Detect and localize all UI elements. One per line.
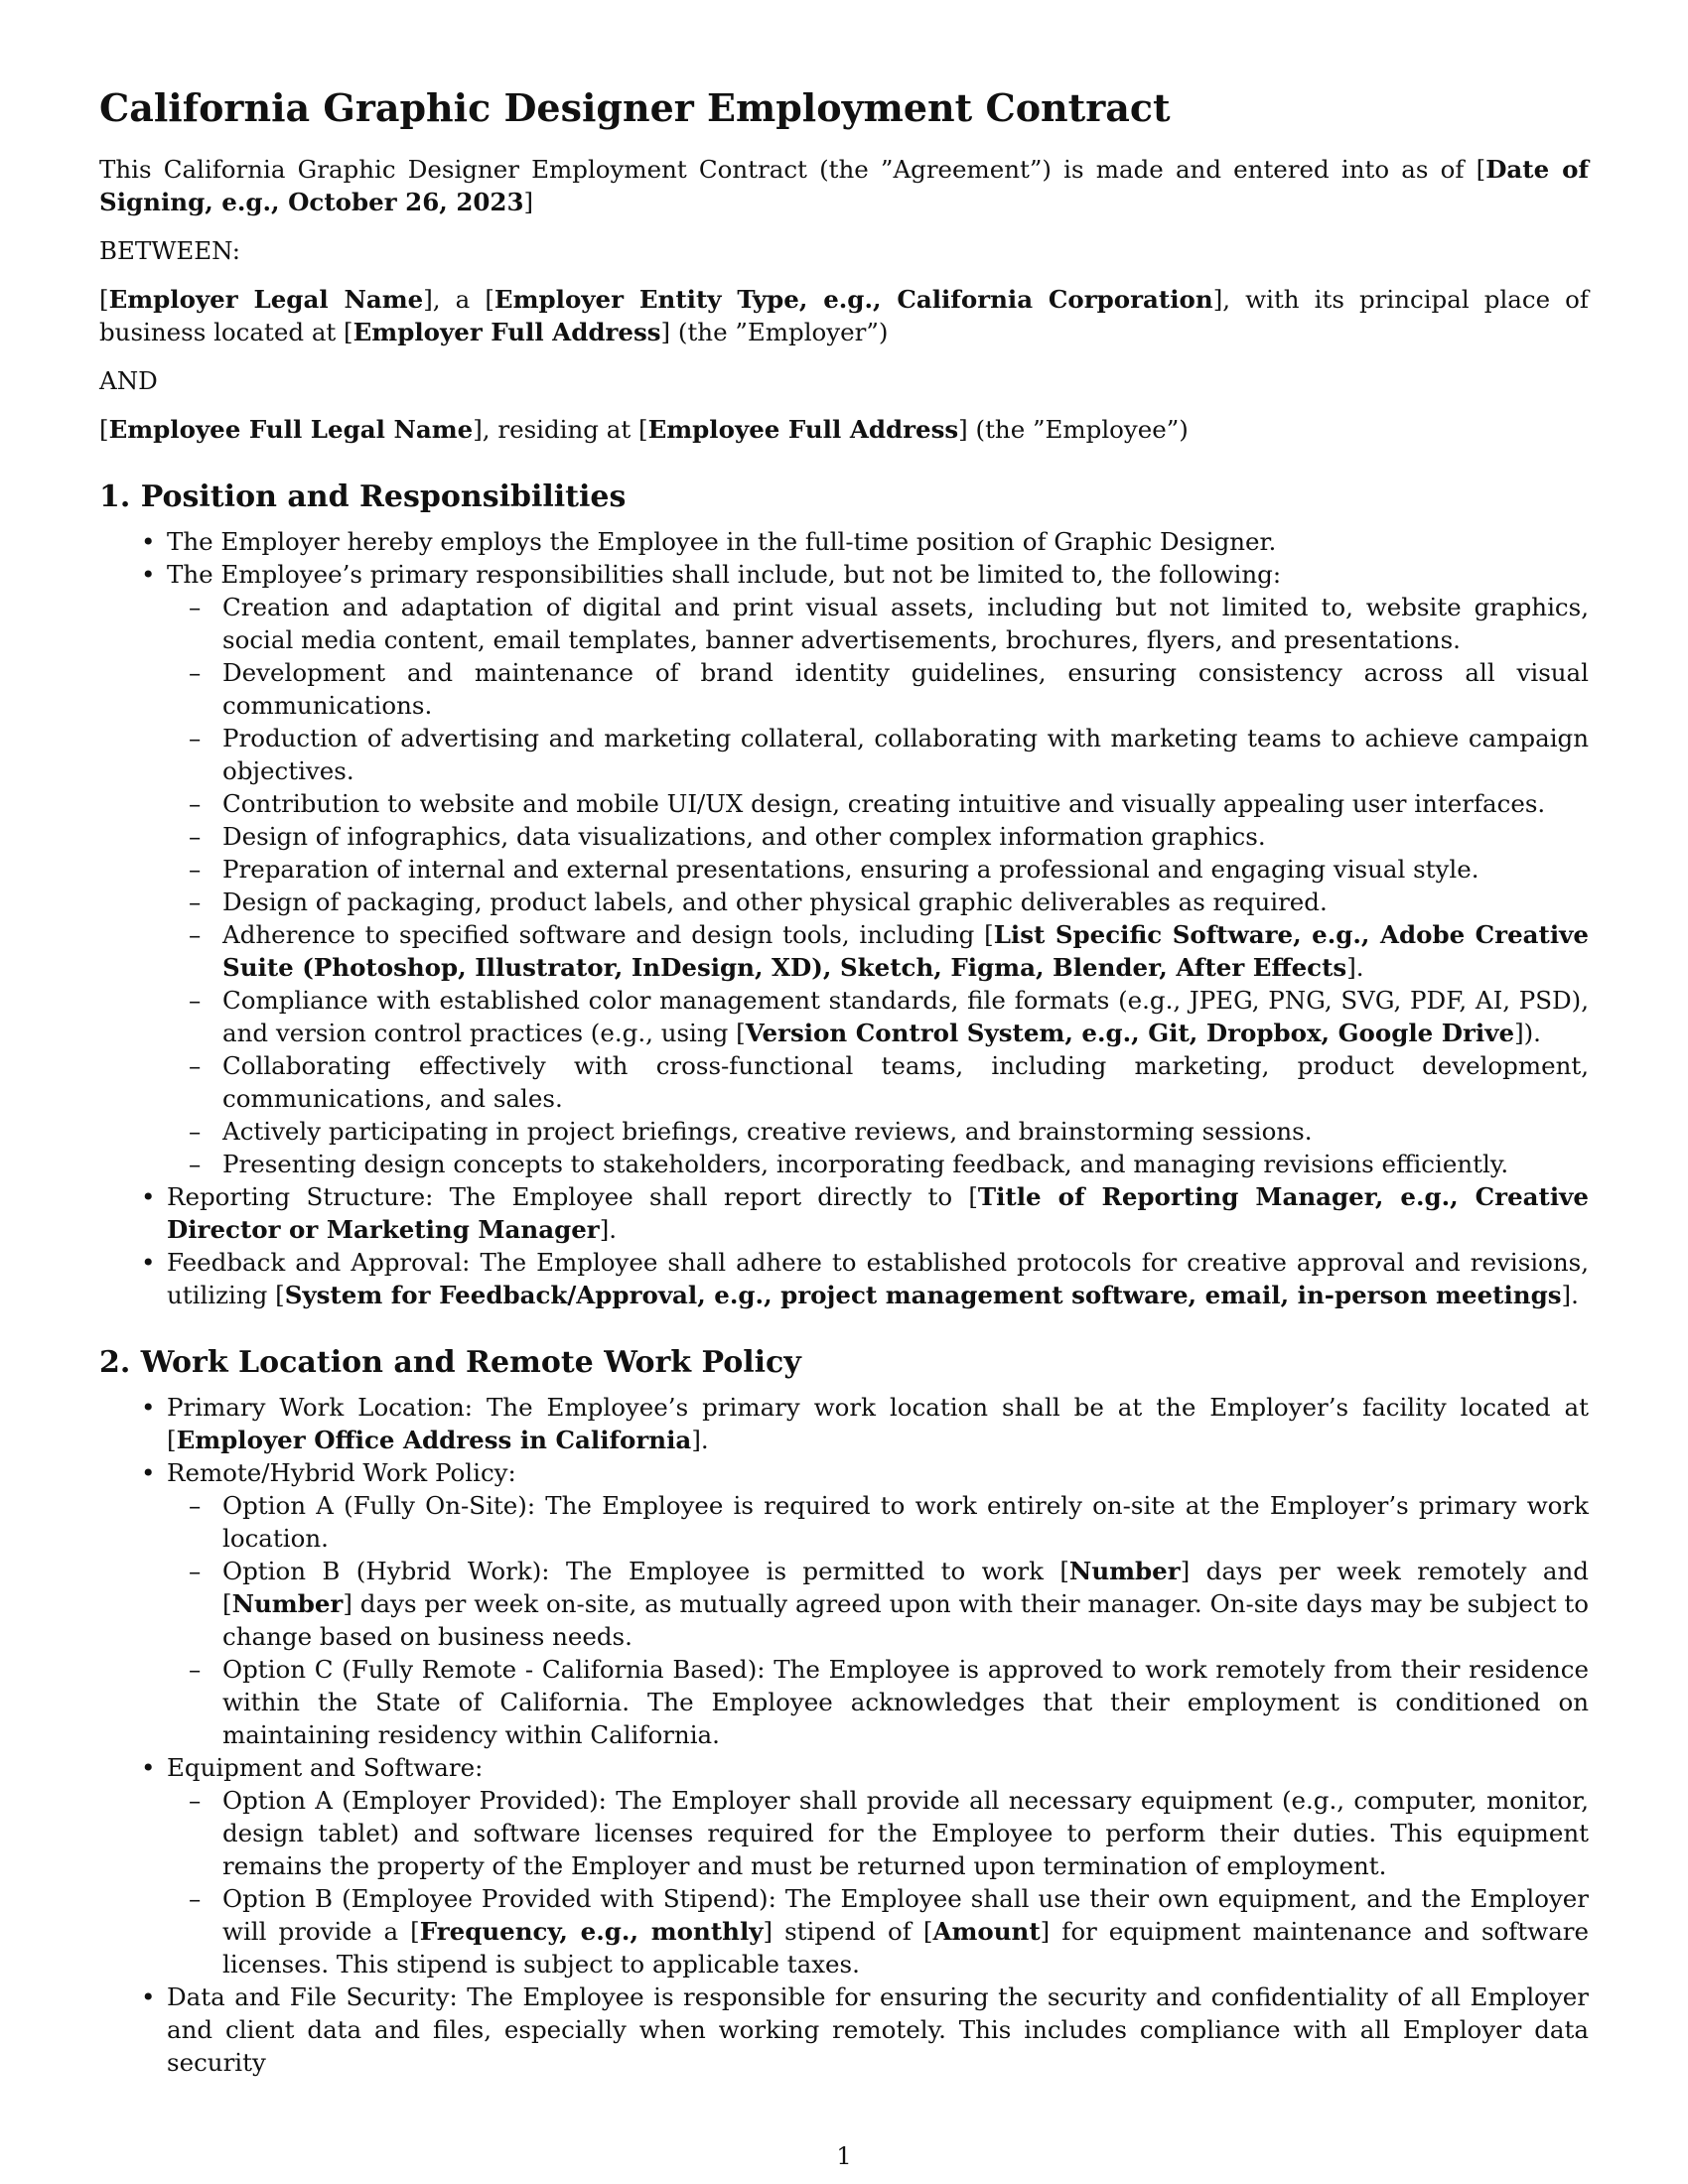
feedback-system-placeholder: System for Feedback/Approval, e.g., project management software, email, in-person meetings <box>284 1281 1562 1309</box>
version-control-placeholder: Version Control System, e.g., Git, Dropbox, Google Drive <box>745 1019 1515 1047</box>
and-label: AND <box>99 366 158 395</box>
between-label: BETWEEN: <box>99 236 240 265</box>
list-item: – Design of packaging, product labels, and other physical graphic deliverables as required. <box>161 886 1589 918</box>
list-item: • Remote/Hybrid Work Policy: – Option A (Fully On-Site): The Employee is required to work entirely on-site at the Employer’s primary work location. – Option B (Hybrid Work): The Employee is permitted to work [Number] days per week remotely and [Number] days per week on-site, as mutually agreed upon with their manager. On-site days may be subject to change based on business needs. – Option C (Fully Remote - California Based): The Employee is approved to work remotely from their residence within the State of California. The Employee acknowledges that their employment is conditioned on maintaining residency within California. <box>99 1456 1589 1751</box>
responsibilities-list <box>167 591 1589 1180</box>
employer-entity-placeholder: Employer Entity Type, e.g., California Corporation <box>493 285 1213 314</box>
list-item: • Equipment and Software: – Option A (Employer Provided): The Employer shall provide all necessary equipment (e.g., computer, monitor, design tablet) and software licenses required for the Employee to perform their duties. This equipment remains the property of the Employer and must be returned upon termination of employment. – Option B (Employee Provided with Stipend): The Employee shall use their own equipment, and the Employer will provide a [Frequency, e.g., monthly] stipend of [Amount] for equipment maintenance and software licenses. This stipend is subject to applicable taxes. <box>99 1751 1589 1980</box>
stipend-amount-placeholder: Amount <box>932 1917 1041 1946</box>
section-2-list <box>99 1391 1589 2079</box>
list-item: – Compliance with established color management standards, file formats (e.g., JPEG, PNG, SVG, PDF, AI, PSD), and version control practices (e.g., using [Version Control System, e.g., Git, Dropbox, Google Drive]). <box>161 984 1589 1049</box>
list-item: • Reporting Structure: The Employee shall report directly to [Title of Reporting Manager, e.g., Creative Director or Marketing Manager]. <box>99 1180 1589 1246</box>
list-item: – Option A (Employer Provided): The Employer shall provide all necessary equipment (e.g., computer, monitor, design tablet) and software licenses required for the Employee to perform their duties. This equipment remains the property of the Employer and must be returned upon termination of employment. <box>161 1784 1589 1882</box>
list-item: • The Employer hereby employs the Employee in the full-time position of Graphic Designer. <box>99 525 1589 558</box>
employee-name-placeholder: Employee Full Legal Name <box>108 415 474 444</box>
list-item: • Primary Work Location: The Employee’s primary work location shall be at the Employer’s facility located at [Employer Office Address in California]. <box>99 1391 1589 1456</box>
list-item: – Production of advertising and marketing collateral, collaborating with marketing teams to achieve campaign objectives. <box>161 722 1589 787</box>
list-item: – Actively participating in project briefings, creative reviews, and brainstorming sessions. <box>161 1115 1589 1148</box>
list-item: – Adherence to specified software and design tools, including [List Specific Software, e.g., Adobe Creative Suite (Photoshop, Illustrator, InDesign, XD), Sketch, Figma, Blender, After Effects]. <box>161 918 1589 984</box>
date-placeholder: Date of Signing, e.g., October 26, 2023 <box>99 155 1590 216</box>
section-2-heading: 2. Work Location and Remote Work Policy <box>99 1345 801 1380</box>
list-item: – Collaborating effectively with cross-functional teams, including marketing, product development, communications, and sales. <box>161 1049 1589 1115</box>
list-item: – Option B (Hybrid Work): The Employee is permitted to work [Number] days per week remotely and [Number] days per week on-site, as mutually agreed upon with their manager. On-site days may be subject to change based on business needs. <box>161 1555 1589 1653</box>
list-item: – Preparation of internal and external presentations, ensuring a professional and engaging visual style. <box>161 853 1589 886</box>
list-item: – Creation and adaptation of digital and print visual assets, including but not limited to, website graphics, social media content, email templates, banner advertisements, brochures, flyers, and presentations. <box>161 591 1589 656</box>
employer-paragraph: [Employer Legal Name], a [Employer Entity Type, e.g., California Corporation], with its principal place of business located at [Employer Full Address] (the ”Employer”) <box>99 285 1590 346</box>
list-item: – Contribution to website and mobile UI/UX design, creating intuitive and visually appealing user interfaces. <box>161 787 1589 820</box>
stipend-frequency-placeholder: Frequency, e.g., monthly <box>419 1917 764 1946</box>
list-item: – Option A (Fully On-Site): The Employee is required to work entirely on-site at the Employer’s primary work location. <box>161 1489 1589 1555</box>
list-item: – Development and maintenance of brand identity guidelines, ensuring consistency across all visual communications. <box>161 656 1589 722</box>
list-item: – Option B (Employee Provided with Stipend): The Employee shall use their own equipment, and the Employer will provide a [Frequency, e.g., monthly] stipend of [Amount] for equipment maintenance and software licenses. This stipend is subject to applicable taxes. <box>161 1882 1589 1980</box>
list-item: • The Employee’s primary responsibilities shall include, but not be limited to, the following: – Creation and adaptation of digital and print visual assets, including but not limited to, website graphics, social media content, email templates, banner advertisements, brochures, flyers, and presentations. – Development and maintenance of brand identity guidelines, ensuring consistency across all visual communications. – Production of advertising and marketing collateral, collaborating with marketing teams to achieve campaign objectives. – Contribution to website and mobile UI/UX design, creating intuitive and visually appealing user interfaces. – Design of infographics, data visualizations, and other complex information graphics. – Preparation of internal and external presentations, ensuring a professional and engaging visual style. – Design of packaging, product labels, and other physical graphic deliverables as required. – Adherence to specified software and design tools, including [List Specific Software, e.g., Adobe Creative Suite (Photoshop, Illustrator, InDesign, XD), Sketch, Figma, Blender, After Effects]. – Compliance with established color management standards, file formats (e.g., JPEG, PNG, SVG, PDF, AI, PSD), and version control practices (e.g., using [Version Control System, e.g., Git, Dropbox, Google Drive]). – Collaborating effectively with cross-functional teams, including marketing, product development, communications, and sales. – Actively participating in project briefings, creative reviews, and brainstorming sessions. – Presenting design concepts to stakeholders, incorporating feedback, and managing revisions efficiently. <box>99 558 1589 1180</box>
employer-name-placeholder: Employer Legal Name <box>108 285 424 314</box>
list-item: – Option C (Fully Remote - California Based): The Employee is approved to work remotely from their residence within the State of California. The Employee acknowledges that their employment is conditioned on maintaining residency within California. <box>161 1653 1589 1751</box>
employee-paragraph: [Employee Full Legal Name], residing at [Employee Full Address] (the ”Employee”) <box>99 415 1189 444</box>
employee-address-placeholder: Employee Full Address <box>647 415 959 444</box>
document-page <box>99 85 1589 2079</box>
office-address-placeholder: Employer Office Address in California <box>176 1426 692 1454</box>
remote-days-placeholder: Number <box>1068 1557 1181 1585</box>
reporting-manager-placeholder: Title of Reporting Manager, e.g., Creative Director or Marketing Manager <box>167 1182 1589 1244</box>
list-item: • Feedback and Approval: The Employee shall adhere to established protocols for creative approval and revisions, utilizing [System for Feedback/Approval, e.g., project management software, email, in-person meetings]. <box>99 1246 1589 1311</box>
list-item: – Presenting design concepts to stakeholders, incorporating feedback, and managing revisions efficiently. <box>161 1148 1589 1180</box>
list-item: – Design of infographics, data visualizations, and other complex information graphics. <box>161 820 1589 853</box>
intro-paragraph: This California Graphic Designer Employment Contract (the ”Agreement”) is made and entered into as of [Date of Signing, e.g., October 26, 2023] <box>99 155 1590 216</box>
document-title: California Graphic Designer Employment Contract <box>99 85 1171 130</box>
software-placeholder: List Specific Software, e.g., Adobe Creative Suite (Photoshop, Illustrator, InDesign, XD), Sketch, Figma, Blender, After Effects <box>222 920 1589 982</box>
remote-options-list <box>167 1489 1589 1751</box>
onsite-days-placeholder: Number <box>231 1589 344 1618</box>
list-item: • Data and File Security: The Employee is responsible for ensuring the security and confidentiality of all Employer and client data and files, especially when working remotely. This includes compliance with all Employer data security <box>99 1980 1589 2079</box>
employer-address-placeholder: Employer Full Address <box>352 318 661 346</box>
section-1-list <box>99 525 1589 1311</box>
page-number: 1 <box>836 2142 852 2170</box>
section-1-heading: 1. Position and Responsibilities <box>99 479 627 514</box>
equipment-options-list <box>167 1784 1589 1980</box>
